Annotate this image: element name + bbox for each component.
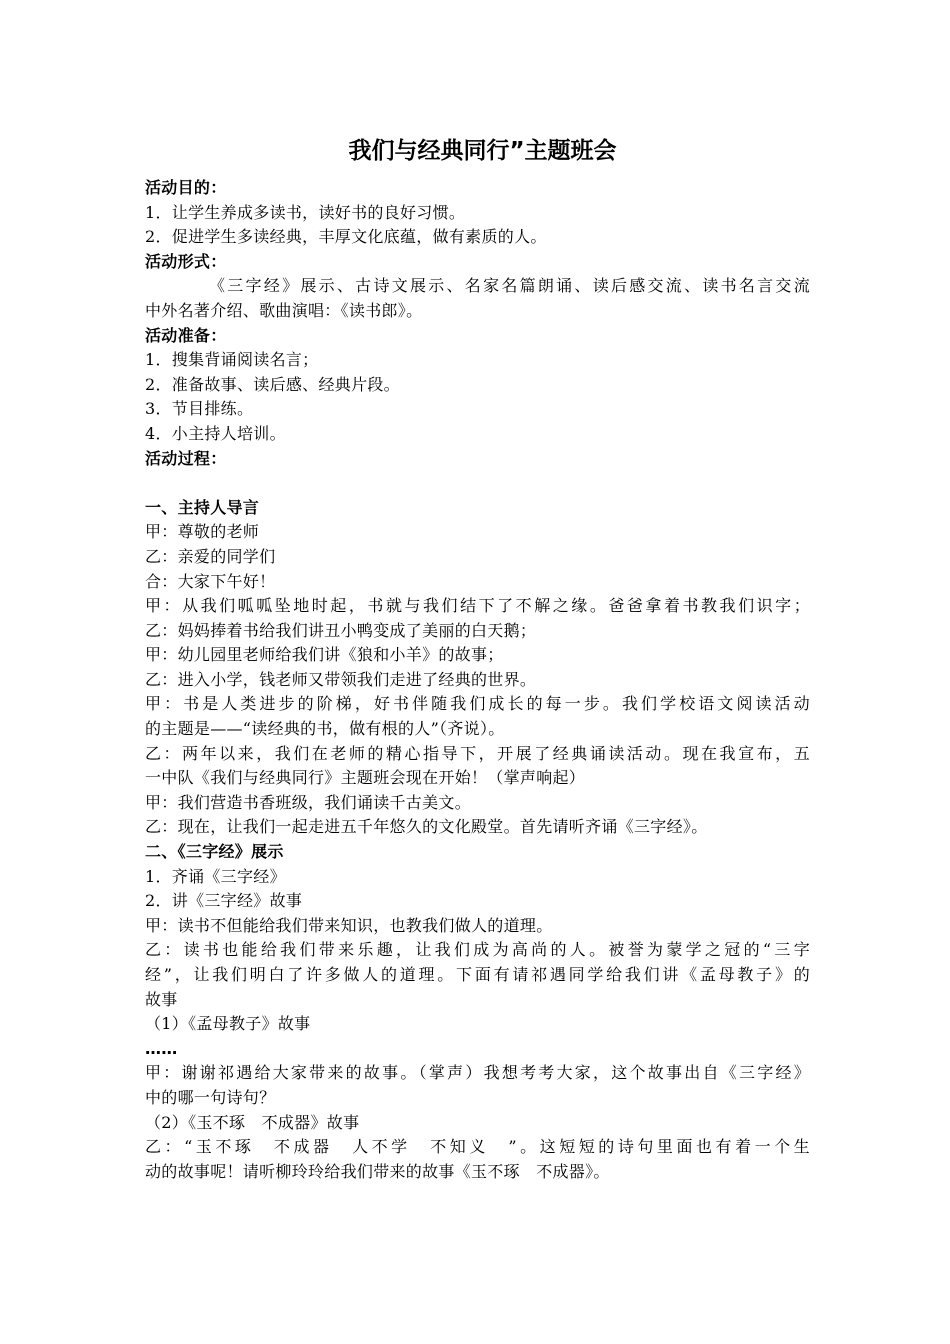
form-text-line: 《三字经》展示、古诗文展示、名家名篇朗诵、读后感交流、读书名言交流 bbox=[209, 276, 810, 296]
dialogue-line: 甲：书是人类进步的阶梯，好书伴随我们成长的每一步。我们学校语文阅读活动 bbox=[145, 694, 810, 714]
prep-item: 3．节目排练。 bbox=[145, 399, 254, 419]
dialogue-line: 动的故事呢！请听柳玲玲给我们带来的故事《玉不琢 不成器》。 bbox=[145, 1161, 610, 1181]
prep-item: 2．准备故事、读后感、经典片段。 bbox=[145, 374, 400, 394]
dialogue-line: （1）《孟母教子》故事 bbox=[145, 1014, 311, 1034]
dialogue-line: 的主题是——“读经典的书，做有根的人”（齐说）。 bbox=[145, 719, 505, 739]
prep-heading: 活动准备： bbox=[145, 325, 227, 345]
dialogue-line: 甲：谢谢祁遇给大家带来的故事。（掌声）我想考考大家，这个故事出自《三字经》 bbox=[145, 1063, 810, 1083]
dialogue-line: 乙：“玉不琢 不成器 人不学 不知义 ”。这短短的诗句里面也有着一个生 bbox=[145, 1137, 810, 1157]
dialogue-line: 乙：两年以来，我们在老师的精心指导下，开展了经典诵读活动。现在我宣布，五 bbox=[145, 743, 810, 763]
dialogue-line: （2）《玉不琢 不成器》故事 bbox=[145, 1112, 360, 1132]
process-heading: 活动过程： bbox=[145, 448, 227, 468]
dialogue-line: 中的哪一句诗句？ bbox=[145, 1087, 276, 1107]
prep-item: 1．搜集背诵阅读名言； bbox=[145, 350, 319, 370]
dialogue-line: 乙：亲爱的同学们 bbox=[145, 546, 276, 566]
section2-heading: 二、《三字经》展示 bbox=[145, 842, 284, 862]
section1-heading: 一、主持人导言 bbox=[145, 497, 260, 517]
dialogue-line: 乙：进入小学，钱老师又带领我们走进了经典的世界。 bbox=[145, 669, 537, 689]
dialogue-line: 2．讲《三字经》故事 bbox=[145, 891, 303, 911]
dialogue-line: 经”，让我们明白了许多做人的道理。下面有请祁遇同学给我们讲《孟母教子》的 bbox=[145, 965, 810, 984]
dialogue-line: 合：大家下午好！ bbox=[145, 571, 276, 591]
form-heading: 活动形式： bbox=[145, 251, 227, 271]
ellipsis-line: …… bbox=[145, 1038, 178, 1058]
dialogue-line: 甲：我们营造书香班级，我们诵读千古美文。 bbox=[145, 792, 472, 812]
spacer bbox=[145, 471, 810, 496]
dialogue-line: 故事 bbox=[145, 989, 178, 1009]
document-title: 我们与经典同行”主题班会 bbox=[348, 138, 617, 164]
form-text-line: 中外名著介绍、歌曲演唱：《读书郎》。 bbox=[145, 300, 423, 320]
dialogue-line: 乙：现在，让我们一起走进五千年悠久的文化殿堂。首先请听齐诵《三字经》。 bbox=[145, 817, 708, 837]
dialogue-line: 甲：读书不但能给我们带来知识，也教我们做人的道理。 bbox=[145, 915, 553, 935]
dialogue-line: 甲：从我们呱呱坠地时起，书就与我们结下了不解之缘。爸爸拿着书教我们识字； bbox=[145, 596, 810, 616]
dialogue-line: 甲：尊敬的老师 bbox=[145, 522, 260, 542]
dialogue-line: 一中队《我们与经典同行》主题班会现在开始！（掌声响起） bbox=[145, 768, 586, 788]
purpose-item: 1．让学生养成多读书，读好书的良好习惯。 bbox=[145, 202, 466, 222]
purpose-heading: 活动目的： bbox=[145, 178, 227, 197]
purpose-item: 2．促进学生多读经典，丰厚文化底蕴，做有素质的人。 bbox=[145, 227, 547, 247]
prep-item: 4．小主持人培训。 bbox=[145, 423, 286, 443]
dialogue-line: 乙：妈妈捧着书给我们讲丑小鸭变成了美丽的白天鹅； bbox=[145, 620, 537, 640]
document-body bbox=[145, 132, 810, 1184]
dialogue-line: 甲：幼儿园里老师给我们讲《狼和小羊》的故事； bbox=[145, 645, 504, 665]
dialogue-line: 1．齐诵《三字经》 bbox=[145, 866, 286, 886]
dialogue-line: 乙：读书也能给我们带来乐趣，让我们成为高尚的人。被誉为蒙学之冠的“三字 bbox=[145, 940, 810, 960]
